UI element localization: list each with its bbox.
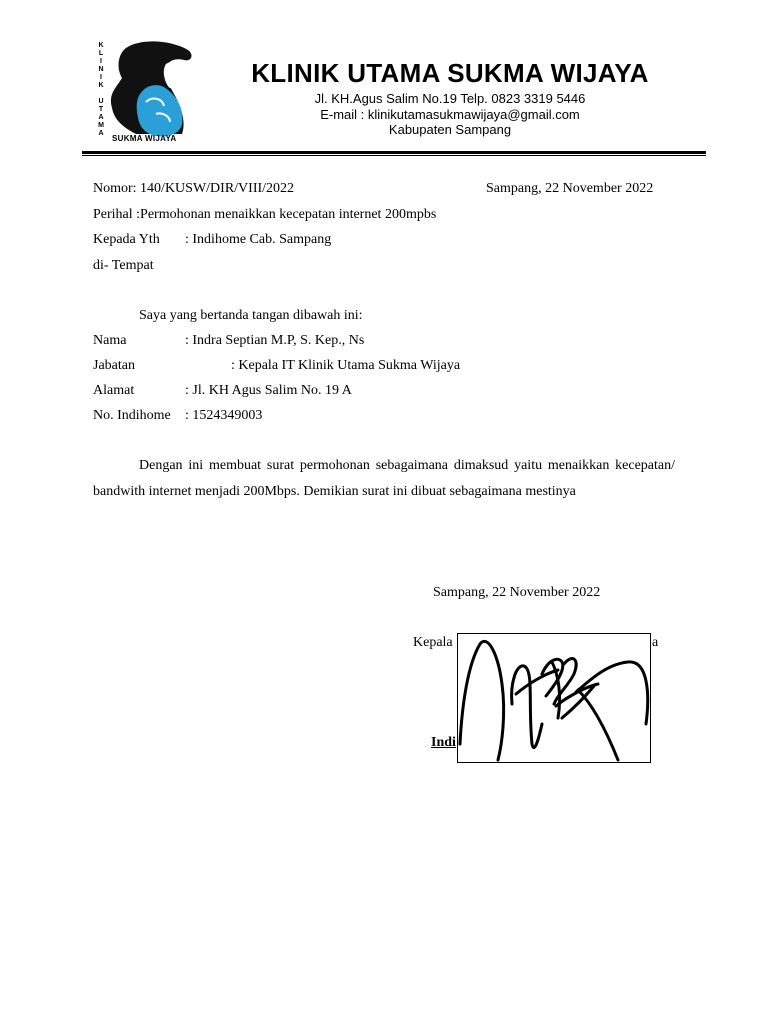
closing-position-end: a xyxy=(652,635,659,650)
field-address-value: : Jl. KH Agus Salim No. 19 A xyxy=(185,383,352,398)
field-position-value: : Kepala IT Klinik Utama Sukma Wijaya xyxy=(231,358,461,373)
field-address-label: Alamat xyxy=(93,383,135,398)
logo-caption: SUKMA WIJAYA xyxy=(112,134,177,143)
field-name-label: Nama xyxy=(93,333,127,348)
recipient-location: di- Tempat xyxy=(93,258,154,273)
clinic-logo xyxy=(96,38,208,146)
clinic-address: Jl. KH.Agus Salim No.19 Telp. 0823 3319 5446 xyxy=(314,91,586,106)
intro-line: Saya yang bertanda tangan dibawah ini: xyxy=(139,308,363,323)
signatory-name: Indi xyxy=(431,735,456,750)
letter-number: Nomor: 140/KUSW/DIR/VIII/2022 xyxy=(93,181,295,196)
letter-subject: Perihal :Permohonan menaikkan kecepatan internet 200mpbs xyxy=(93,207,437,222)
letterhead-divider xyxy=(82,151,706,154)
signature-icon xyxy=(458,634,650,762)
letterhead-divider-thin xyxy=(82,155,706,156)
closing-date: Sampang, 22 November 2022 xyxy=(433,585,601,600)
logo-vertical-text: K L I N I K U T A M A xyxy=(98,42,104,137)
field-indihome-label: No. Indihome xyxy=(93,408,171,423)
closing-position-start: Kepala xyxy=(413,635,453,650)
signature-image xyxy=(457,633,651,763)
field-indihome-value: : 1524349003 xyxy=(185,408,263,423)
recipient-label: Kepada Yth xyxy=(93,232,160,247)
clinic-name: KLINIK UTAMA SUKMA WIJAYA xyxy=(251,58,649,88)
clinic-email: E-mail : klinikutamasukmawijaya@gmail.com xyxy=(320,107,580,122)
clinic-region: Kabupaten Sampang xyxy=(388,122,512,137)
letter-date: Sampang, 22 November 2022 xyxy=(486,181,654,196)
field-position-label: Jabatan xyxy=(93,358,135,373)
recipient-value: : Indihome Cab. Sampang xyxy=(185,232,332,247)
body-paragraph: Dengan ini membuat surat permohonan sebagaimana dimaksud yaitu menaikkan kecepatan/ bandwith internet menjadi 200Mbps. Demikian surat ini dibuat sebagaimana mestinya xyxy=(93,458,675,499)
field-name-value: : Indra Septian M.P, S. Kep., Ns xyxy=(185,333,365,348)
